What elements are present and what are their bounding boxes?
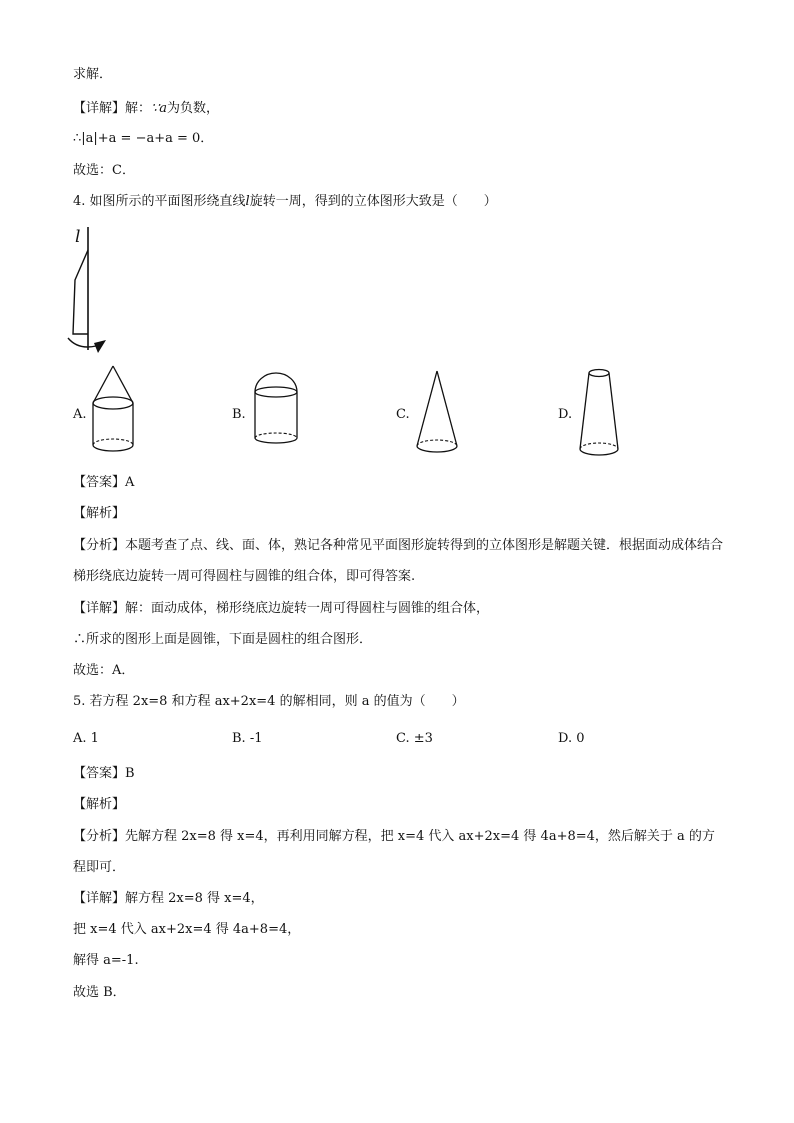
q5-answer: 【答案】B: [73, 766, 135, 781]
q4-option-a-label: A.: [73, 407, 87, 422]
math-symbol: ∵a: [151, 101, 168, 116]
q5-detail-line2: 把 x=4 代入 ax+2x=4 得 4a+8=4，: [73, 922, 301, 937]
q3-formula: ∴|a|+a = −a+a = 0．: [73, 131, 214, 146]
q3-text-line: 求解．: [73, 67, 113, 82]
q4-analysis: 【分析】本题考查了点、线、面、体，熟记各种常见平面图形旋转得到的立体图形是解题关键．根据面动成体结合梯形绕底边旋转一周可得圆柱与圆锥的组合体，即可得答案.: [73, 538, 724, 584]
option-b-figure: [250, 370, 302, 450]
q4-option-b-label: B.: [232, 407, 246, 422]
option-a-figure: [90, 363, 136, 457]
q4-stem-text: 4. 如图所示的平面图形绕直线: [73, 194, 246, 209]
q4-choose: 故选：A．: [73, 663, 135, 678]
q4-detail-line1: 【详解】解：面动成体，梯形绕底边旋转一周可得圆柱与圆锥的组合体，: [73, 601, 490, 616]
q5-stem: 5. 若方程 2x=8 和方程 ax+2x=4 的解相同，则 a 的值为（ ）: [73, 694, 465, 709]
q5-option-d: D. 0: [558, 731, 585, 746]
q5-option-a: A. 1: [73, 731, 99, 746]
q4-detail-line2: ∴所求的图形上面是圆锥，下面是圆柱的组合图形．: [73, 632, 373, 647]
q5-choose: 故选 B．: [73, 985, 126, 1000]
q5-detail-line1: 【详解】解方程 2x=8 得 x=4，: [73, 891, 264, 906]
q4-option-c-label: C.: [396, 407, 410, 422]
option-d-figure: [576, 365, 622, 463]
q4-analysis-title: 【解析】: [73, 506, 126, 521]
q5-analysis: 【分析】先解方程 2x=8 得 x=4，再利用同解方程，把 x=4 代入 ax+2x=4 得 4a+8=4，然后解关于 a 的方程即可．: [73, 829, 715, 875]
rotation-figure: [66, 222, 116, 362]
detail-text: 为负数，: [167, 101, 220, 116]
q5-option-b: B. -1: [232, 731, 263, 746]
axis-label: l: [75, 227, 81, 247]
detail-tag: 【详解】解：: [73, 101, 152, 116]
q3-detail: [73, 100, 219, 118]
q5-option-c: C. ±3: [396, 731, 433, 746]
q4-option-d-label: D.: [558, 407, 573, 422]
q4-stem-end: 旋转一周，得到的立体图形大致是（ ）: [249, 194, 497, 209]
q5-detail-line3: 解得 a=-1.: [73, 953, 139, 968]
q4-answer: 【答案】A: [73, 475, 135, 490]
q4-stem: [73, 193, 497, 211]
q5-analysis-title: 【解析】: [73, 797, 126, 812]
option-c-figure: [414, 368, 460, 460]
q4-stem-var: l: [245, 194, 250, 209]
q3-choose: 故选：C．: [73, 163, 135, 178]
